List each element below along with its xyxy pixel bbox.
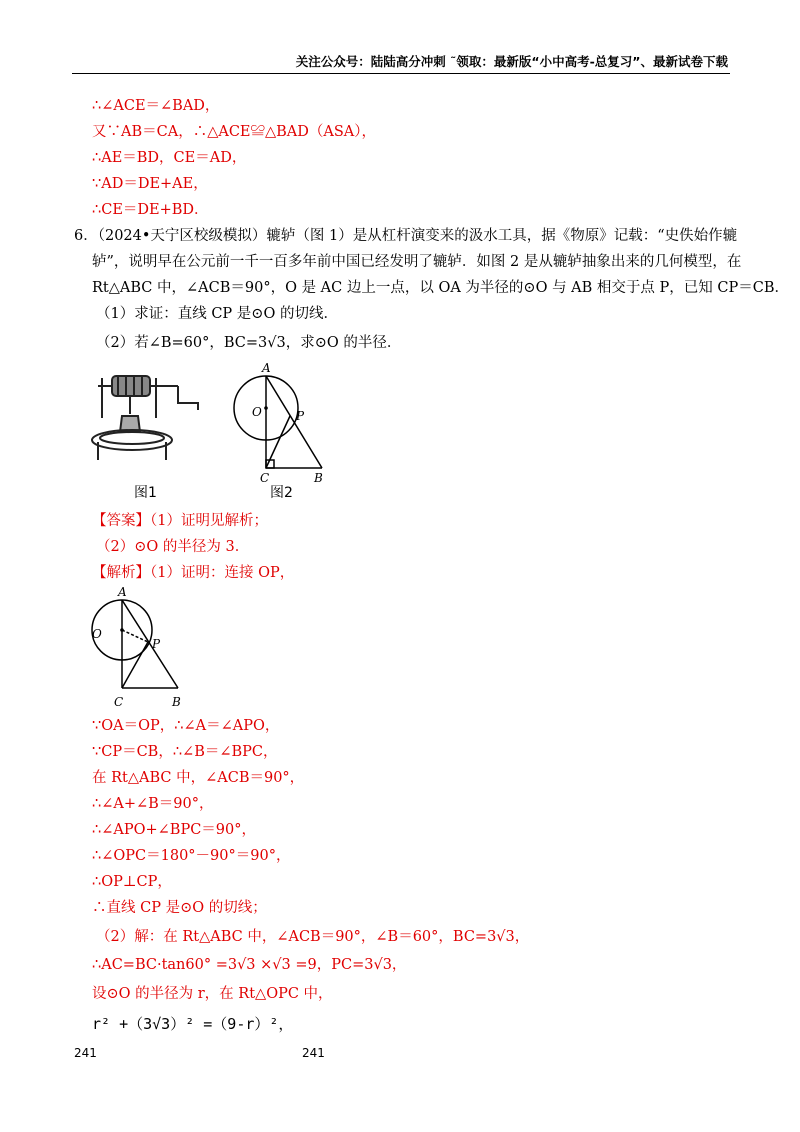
- question-text: 6．（2024•天宁区校级模拟）辘轳（图 1）是从杠杆演变来的汲水工具，据《物原》记载：“史佚始作辘: [74, 228, 738, 244]
- solution-equation: r² +（3√3）² =（9-r）²，: [92, 1015, 294, 1033]
- analysis-heading: 【解析】（1）证明：连接 OP，: [92, 565, 295, 581]
- label-c: C: [114, 695, 124, 709]
- question-part-1: （1）求证：直线 CP 是⊙O 的切线．: [96, 306, 338, 322]
- proof-line: ∴CE＝DE+BD．: [92, 202, 209, 218]
- proof-line: ∵AD＝DE+AE，: [92, 176, 208, 192]
- label-p: P: [152, 637, 161, 651]
- solution-line: （2）解：在 Rt△ABC 中，∠ACB＝90°，∠B＝60°，BC=3√3，: [96, 929, 530, 945]
- label-c: C: [260, 471, 270, 485]
- answer-line: （2）⊙O 的半径为 3．: [96, 539, 250, 555]
- header-divider: [72, 73, 730, 74]
- question-part-2: （2）若∠B=60°，BC=3√3，求⊙O 的半径．: [96, 335, 402, 351]
- figure-2-caption: 图2: [270, 485, 293, 501]
- label-a: A: [118, 586, 127, 599]
- label-b: B: [172, 695, 181, 709]
- solution-figure: [88, 586, 198, 714]
- label-a: A: [262, 361, 271, 375]
- label-o: O: [252, 405, 262, 419]
- question-text: Rt△ABC 中，∠ACB＝90°，O 是 AC 边上一点，以 OA 为半径的⊙O 与 AB 相交于点 P，已知 CP＝CB．: [92, 280, 789, 296]
- figure-1-caption: 图1: [134, 485, 157, 501]
- solution-line: 设⊙O 的半径为 r，在 Rt△OPC 中，: [92, 986, 333, 1002]
- proof-line: ∴AE＝BD，CE＝AD，: [92, 150, 247, 166]
- page-header: 关注公众号：陆陆高分冲刺 ˜领取：最新版“小中高考-总复习”、最新试卷下载: [295, 54, 728, 69]
- page-number-left: 241: [74, 1046, 97, 1060]
- windlass-figure: [88, 368, 208, 468]
- geometry-figure-2: [228, 360, 338, 485]
- page-number-center: 241: [302, 1046, 325, 1060]
- solution-line: ∵OA＝OP，∴∠A＝∠APO，: [92, 718, 280, 734]
- proof-line: 又∵AB＝CA，∴△ACE≌△BAD（ASA），: [92, 124, 377, 140]
- solution-line: ∵CP＝CB，∴∠B＝∠BPC，: [92, 744, 278, 760]
- solution-line: 在 Rt△ABC 中，∠ACB＝90°，: [92, 770, 305, 786]
- label-b: B: [314, 471, 323, 485]
- solution-line: ∴∠OPC＝180°－90°＝90°，: [92, 848, 291, 864]
- solution-line: ∴∠A+∠B＝90°，: [92, 796, 214, 812]
- question-text: 轳”，说明早在公元前一千一百多年前中国已经发明了辘轳．如图 2 是从辘轳抽象出来的几何模型，在: [92, 254, 742, 270]
- solution-line: ∴直线 CP 是⊙O 的切线；: [92, 900, 267, 916]
- answer-line: 【答案】（1）证明见解析；: [92, 513, 268, 529]
- label-p: P: [296, 409, 305, 423]
- solution-line: ∴OP⊥CP，: [92, 874, 172, 890]
- label-o: O: [92, 627, 102, 641]
- proof-line: ∴∠ACE＝∠BAD，: [92, 98, 220, 114]
- solution-line: ∴∠APO+∠BPC＝90°，: [92, 822, 256, 838]
- solution-line: ∴AC=BC·tan60° =3√3 ×√3 =9，PC=3√3，: [92, 957, 407, 973]
